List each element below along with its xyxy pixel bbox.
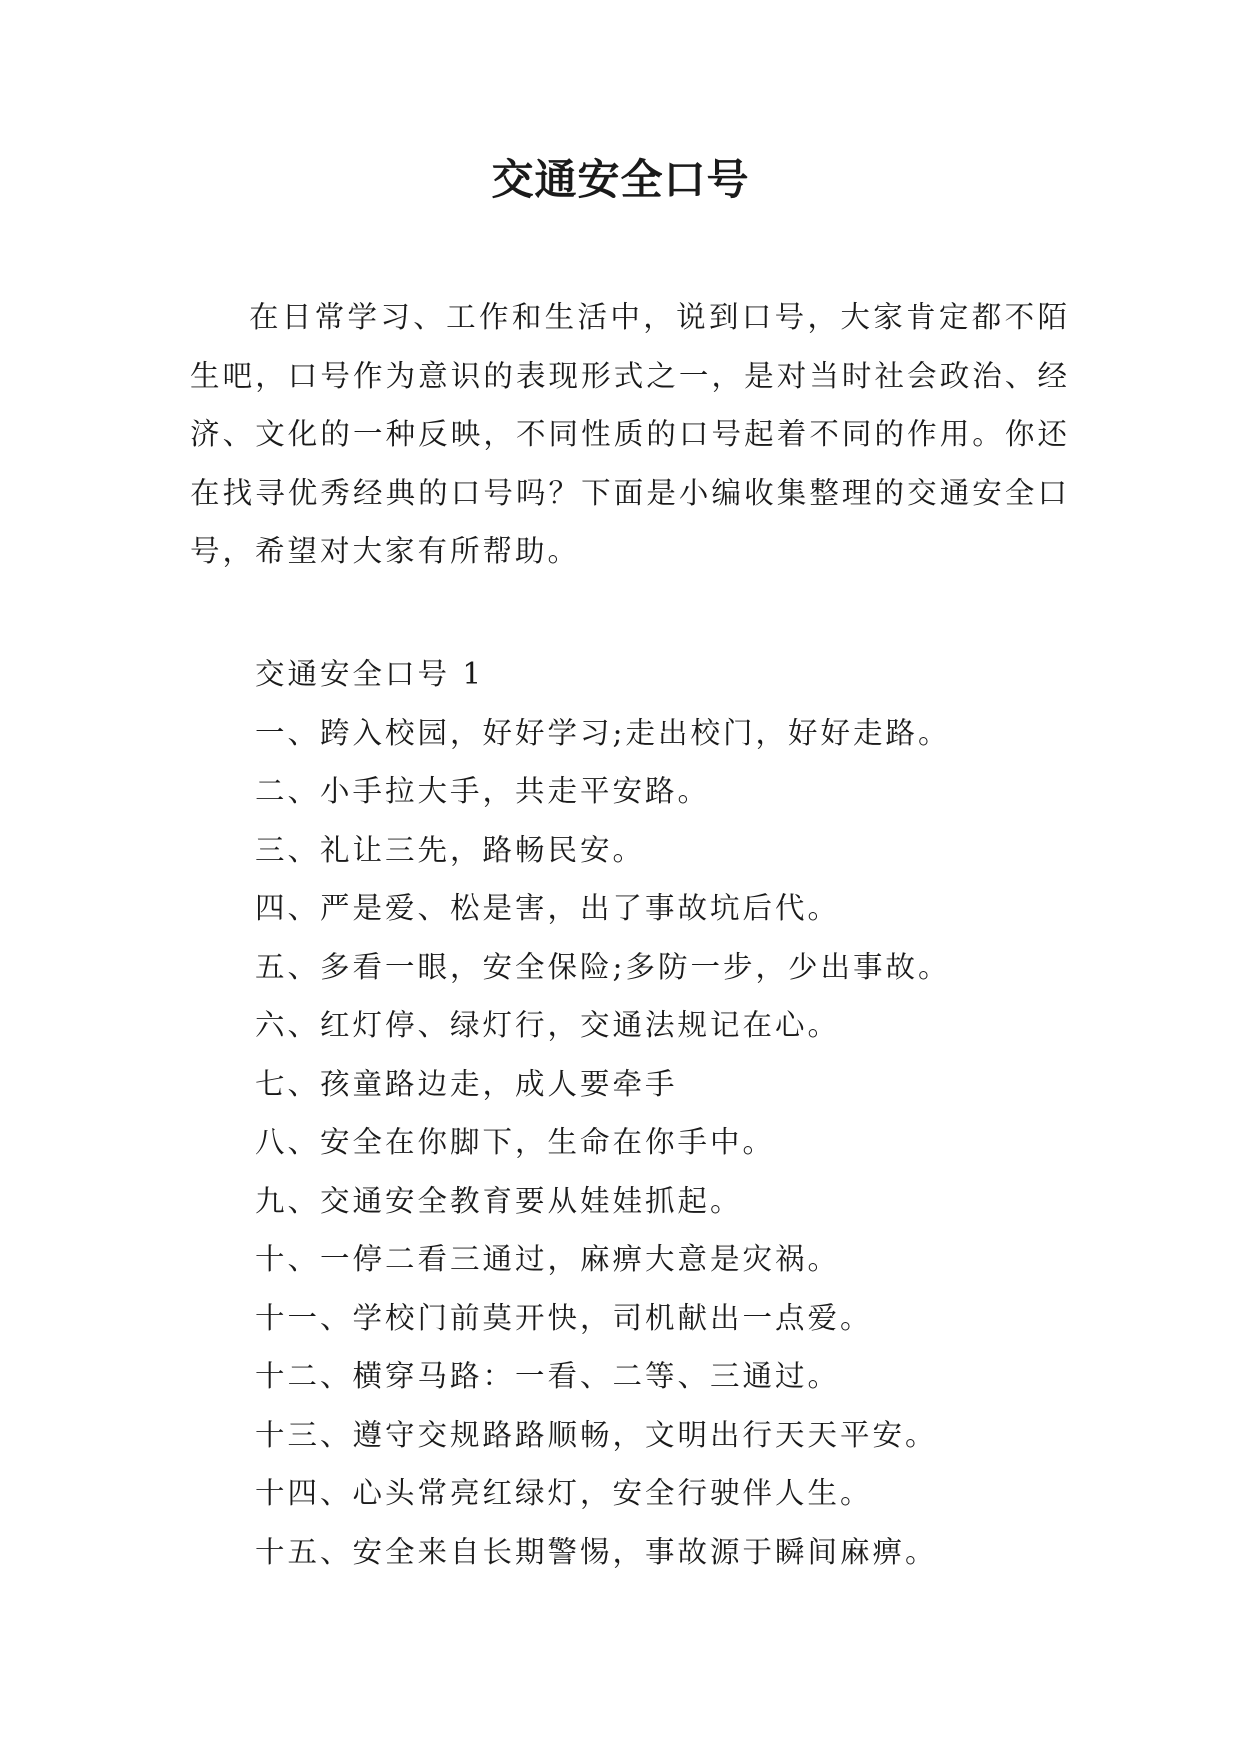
section-heading: 交通安全口号 1 xyxy=(255,657,485,691)
slogan-item: 七、孩童路边走，成人要牵手 xyxy=(255,1066,678,1101)
intro-paragraph: 在日常学习、工作和生活中，说到口号，大家肯定都不陌生吧，口号作为意识的表现形式之一，是对当时社会政治、经济、文化的一种反映，不同性质的口号起着不同的作用。你还在找寻优秀经典的口号吗？下面是小编收集整理的交通安全口号，希望对大家有所帮助。 xyxy=(190,300,1070,568)
slogan-item: 十一、学校门前莫开快，司机献出一点爱。 xyxy=(255,1300,873,1335)
slogan-item: 十五、安全来自长期警惕，事故源于瞬间麻痹。 xyxy=(255,1534,938,1569)
slogan-item: 十四、心头常亮红绿灯，安全行驶伴人生。 xyxy=(255,1476,873,1510)
slogan-item: 三、礼让三先，路畅民安。 xyxy=(255,832,646,867)
slogan-item: 九、交通安全教育要从娃娃抓起。 xyxy=(255,1183,743,1218)
slogan-item: 五、多看一眼，安全保险;多防一步，少出事故。 xyxy=(255,949,951,984)
document-title: 交通安全口号 xyxy=(491,155,750,204)
slogan-item: 八、安全在你脚下，生命在你手中。 xyxy=(255,1125,776,1159)
slogan-item: 十、一停二看三通过，麻痹大意是灾祸。 xyxy=(255,1242,841,1276)
slogan-section xyxy=(255,645,1155,1581)
slogan-item: 六、红灯停、绿灯行，交通法规记在心。 xyxy=(255,1008,841,1042)
slogan-item: 十三、遵守交规路路顺畅，文明出行天天平安。 xyxy=(255,1417,938,1452)
slogan-item: 十二、横穿马路：一看、二等、三通过。 xyxy=(255,1359,841,1393)
slogan-item: 一、跨入校园，好好学习;走出校门，好好走路。 xyxy=(255,715,951,750)
slogan-item: 四、严是爱、松是害，出了事故坑后代。 xyxy=(255,891,841,925)
slogan-item: 二、小手拉大手，共走平安路。 xyxy=(255,774,711,808)
